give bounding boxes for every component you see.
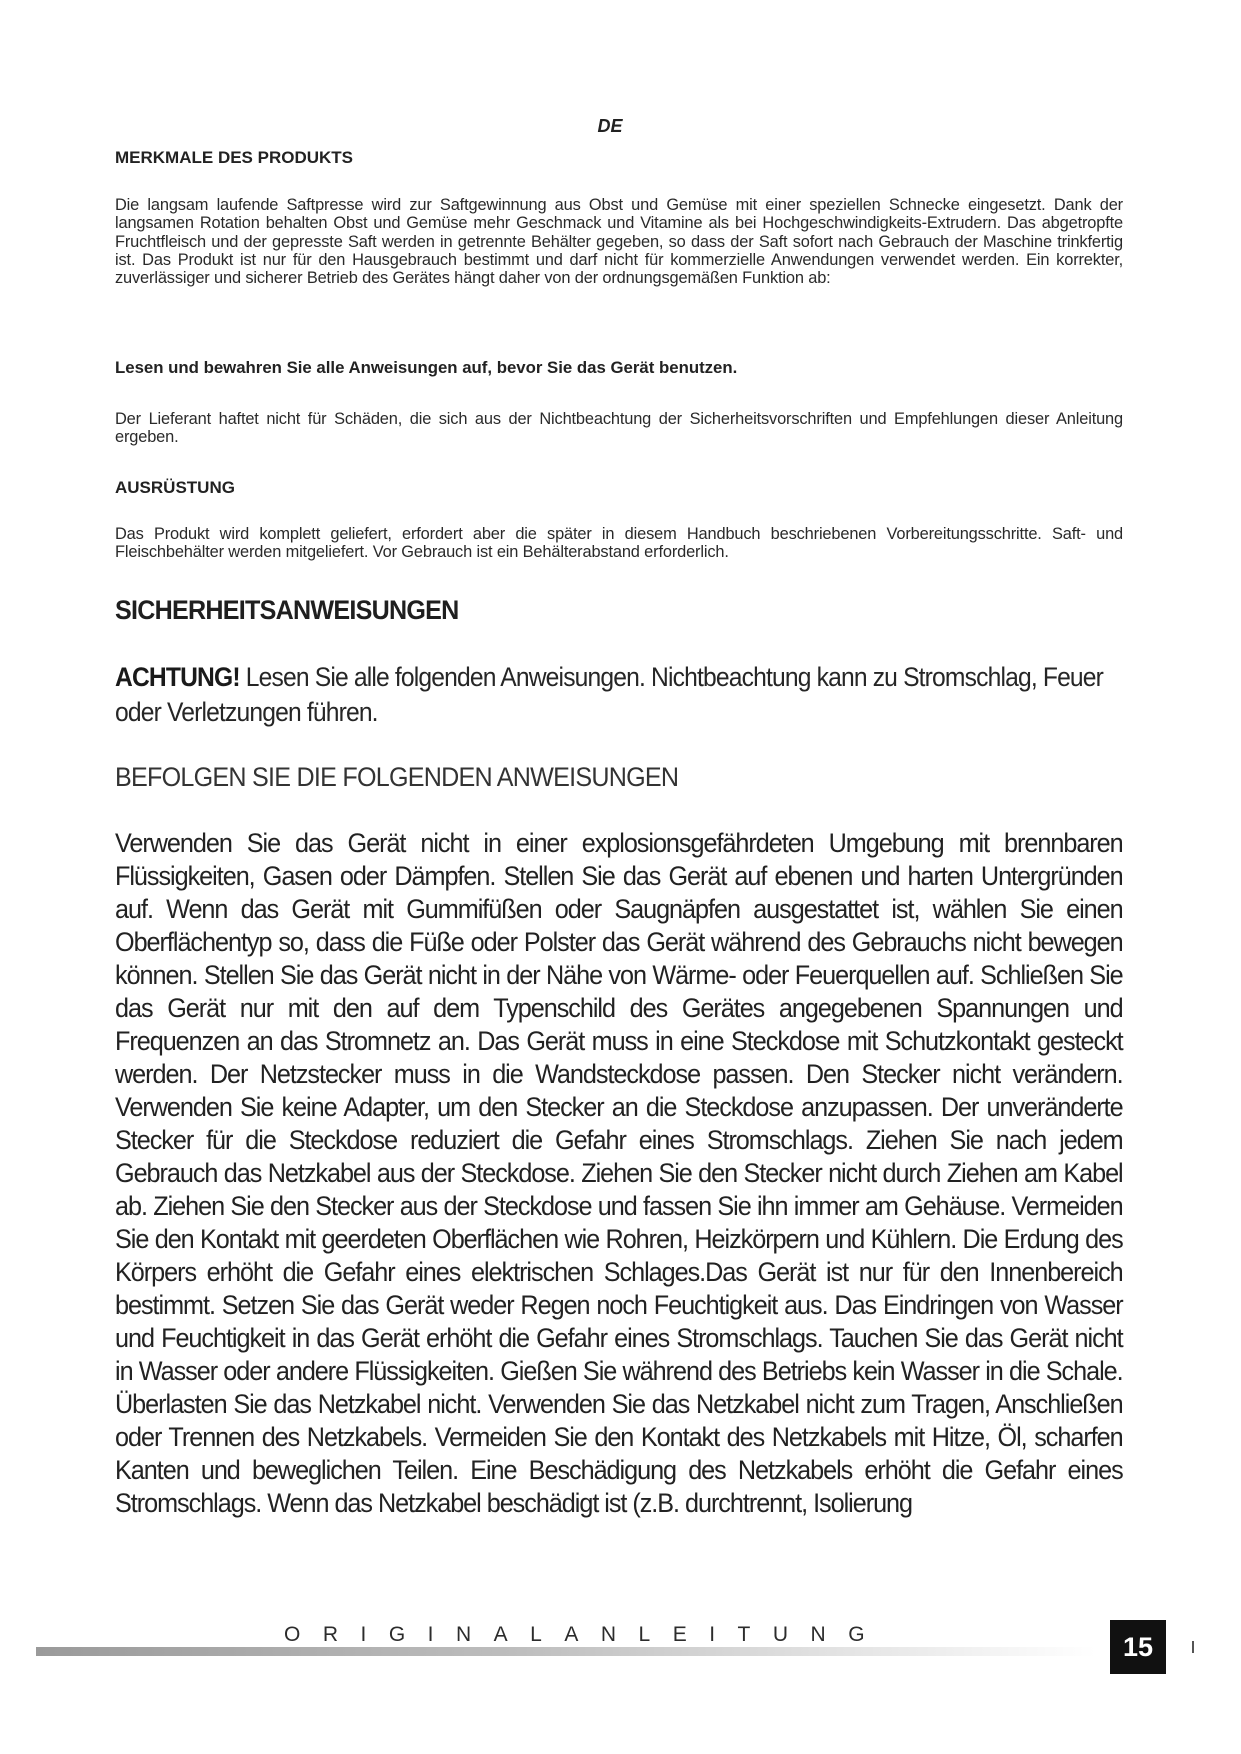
follow-instructions-heading: BEFOLGEN SIE DIE FOLGENDEN ANWEISUNGEN bbox=[115, 762, 679, 792]
warning-text: Lesen Sie alle folgenden Anweisungen. Nichtbeachtung kann zu Stromschlag, Feuer oder Verletzungen führen. bbox=[115, 662, 1104, 727]
footer-gradient-bar bbox=[36, 1647, 1096, 1656]
instruction-block bbox=[115, 358, 1123, 378]
warning-paragraph bbox=[115, 660, 1122, 730]
page-number: 15 bbox=[1110, 1620, 1166, 1674]
warning-block bbox=[115, 660, 1123, 730]
equipment-body bbox=[115, 525, 1123, 562]
features-body bbox=[115, 196, 1123, 287]
features-text: Die langsam laufende Saftpresse wird zur Saftgewinnung aus Obst und Gemüse mit einer speziellen Schnecke eingesetzt. Dank der langsamen Rotation behalten Obst und Gemüse mehr Geschmack und Vitamine als bei Hochgeschwindigkeits-Extrudern. Das abgetropfte Fruchtfleisch und der gepresste Saft werden in getrennte Behälter gegeben, so dass der Saft sofort nach Gebrauch der Maschine trinkfertig ist. Das Produkt ist nur für den Hausgebrauch bestimmt und darf nicht für kommerzielle Anwendungen verwendet werden. Ein korrekter, zuverlässiger und sicherer Betrieb des Gerätes hängt daher von der ordnungsgemäßen Funktion ab: bbox=[115, 196, 1123, 288]
footer-label: ORIGINALANLEITUNG bbox=[284, 1623, 888, 1646]
safety-heading-block bbox=[115, 595, 1123, 626]
equipment-text: Das Produkt wird komplett geliefert, erfordert aber die später in diesem Handbuch beschriebenen Vorbereitungsschritte. Saft- und Fleischbehälter werden mitgeliefert. Vor Gebrauch ist ein Behälterabstand erforderlich. bbox=[115, 525, 1123, 562]
equipment-heading: AUSRÜSTUNG bbox=[115, 478, 235, 497]
follow-instructions-block bbox=[115, 762, 1123, 793]
equipment-section bbox=[115, 478, 1123, 498]
features-section bbox=[115, 148, 1123, 168]
safety-heading: SICHERHEITSANWEISUNGEN bbox=[115, 595, 459, 625]
safety-body-block bbox=[115, 827, 1123, 1520]
liability-text: Der Lieferant haftet nicht für Schäden, die sich aus der Nichtbeachtung der Sicherheitsvorschriften und Empfehlungen dieser Anleitung ergeben. bbox=[115, 410, 1123, 447]
read-instructions-note: Lesen und bewahren Sie alle Anweisungen auf, bevor Sie das Gerät benutzen. bbox=[115, 358, 738, 377]
safety-instructions-text: Verwenden Sie das Gerät nicht in einer explosionsgefährdeten Umgebung mit brennbaren Flüssigkeiten, Gasen oder Dämpfen. Stellen Sie das Gerät auf ebenen und harten Untergründen auf. Wenn das Gerät mit Gummifüßen oder Saugnäpfen ausgestattet ist, wählen Sie einen Oberflächentyp so, dass die Füße oder Polster das Gerät während des Gebrauchs nicht bewegen können. Stellen Sie das Gerät nicht in der Nähe von Wärme- oder Feuerquellen auf. Schließen Sie das Gerät nur mit den auf dem Typenschild des Gerätes angegebenen Spannungen und Frequenzen an das Stromnetz an. Das Gerät muss in eine Steckdose mit Schutzkontakt gesteckt werden. Der Netzstecker muss in die Wandsteckdose passen. Den Stecker nicht verändern. Verwenden Sie keine Adapter, um den Stecker an die Steckdose anzupassen. Der unveränderte Stecker für die Steckdose reduziert die Gefahr eines Stromschlags. Ziehen Sie nach jedem Gebrauch das Netzkabel aus der Steckdose. Ziehen Sie den Stecker nicht durch Ziehen am Kabel ab. Ziehen Sie den Stecker aus der Steckdose und fassen Sie ihn immer am Gehäuse. Vermeiden Sie den Kontakt mit geerdeten Oberflächen wie Rohren, Heizkörpern und Kühlern. Die Erdung des Körpers erhöht die Gefahr eines elektrischen Schlages.Das Gerät ist nur für den Innenbereich bestimmt. Setzen Sie das Gerät weder Regen noch Feuchtigkeit aus. Das Eindringen von Wasser und Feuchtigkeit in das Gerät erhöht die Gefahr eines Stromschlags. Tauchen Sie das Gerät nicht in Wasser oder andere Flüssigkeiten. Gießen Sie während des Betriebs kein Wasser in die Schale. Überlasten Sie das Netzkabel nicht. Verwenden Sie das Netzkabel nicht zum Tragen, Anschließen oder Trennen des Netzkabels. Vermeiden Sie den Kontakt des Netzkabels mit Hitze, Öl, scharfen Kanten und beweglichen Teilen. Eine Beschädigung des Netzkabels erhöht die Gefahr eines Stromschlags. Wenn das Netzkabel beschädigt ist (z.B. durchtrennt, Isolierung bbox=[115, 828, 1123, 1518]
footer-tick-mark bbox=[1192, 1641, 1194, 1653]
liability-block bbox=[115, 410, 1123, 447]
language-code: DE bbox=[597, 116, 623, 136]
warning-label: ACHTUNG! bbox=[115, 662, 240, 692]
features-heading: MERKMALE DES PRODUKTS bbox=[115, 148, 354, 167]
